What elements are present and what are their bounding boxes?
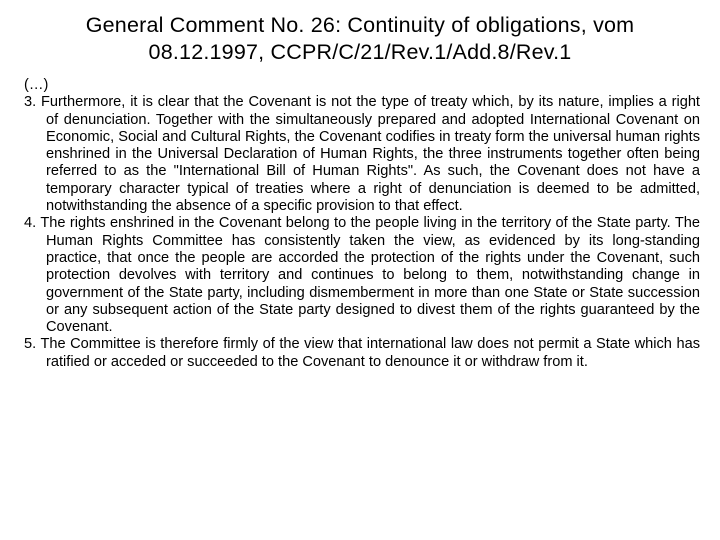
document-body: [24, 77, 700, 371]
paragraph-5: 5. The Committee is therefore firmly of the view that international law does not permit a State which has ratified or acceded or succeeded to the Covenant to denounce it or withdraw from it.: [24, 336, 700, 370]
paragraph-4: 4. The rights enshrined in the Covenant belong to the people living in the territory of the State party. The Human Rights Committee has consistently taken the view, as evidenced by its long-standing practice, that once the people are accorded the protection of the rights under the Covenant, such protection devolves with territory and continues to belong to them, notwithstanding change in government of the State party, including dismemberment in more than one State or State succession or any subsequent action of the State party designed to divest them of the rights guaranteed by the Covenant.: [24, 215, 700, 336]
omission-marker: (…): [24, 77, 49, 93]
paragraph-3: 3. Furthermore, it is clear that the Covenant is not the type of treaty which, by its nature, implies a right of denunciation. Together with the simultaneously prepared and adopted International Covenant on Economic, Social and Cultural Rights, the Covenant codifies in treaty form the universal human rights enshrined in the Universal Declaration of Human Rights, the three instruments together often being referred to as the "International Bill of Human Rights". As such, the Covenant does not have a temporary character typical of treaties where a right of denunciation is deemed to be admitted, notwithstanding the absence of a specific provision to that effect.: [24, 94, 700, 215]
document-title: General Comment No. 26: Continuity of obligations, vom 08.12.1997, CCPR/C/21/Rev.1/Add.8/Rev.1: [85, 13, 635, 64]
